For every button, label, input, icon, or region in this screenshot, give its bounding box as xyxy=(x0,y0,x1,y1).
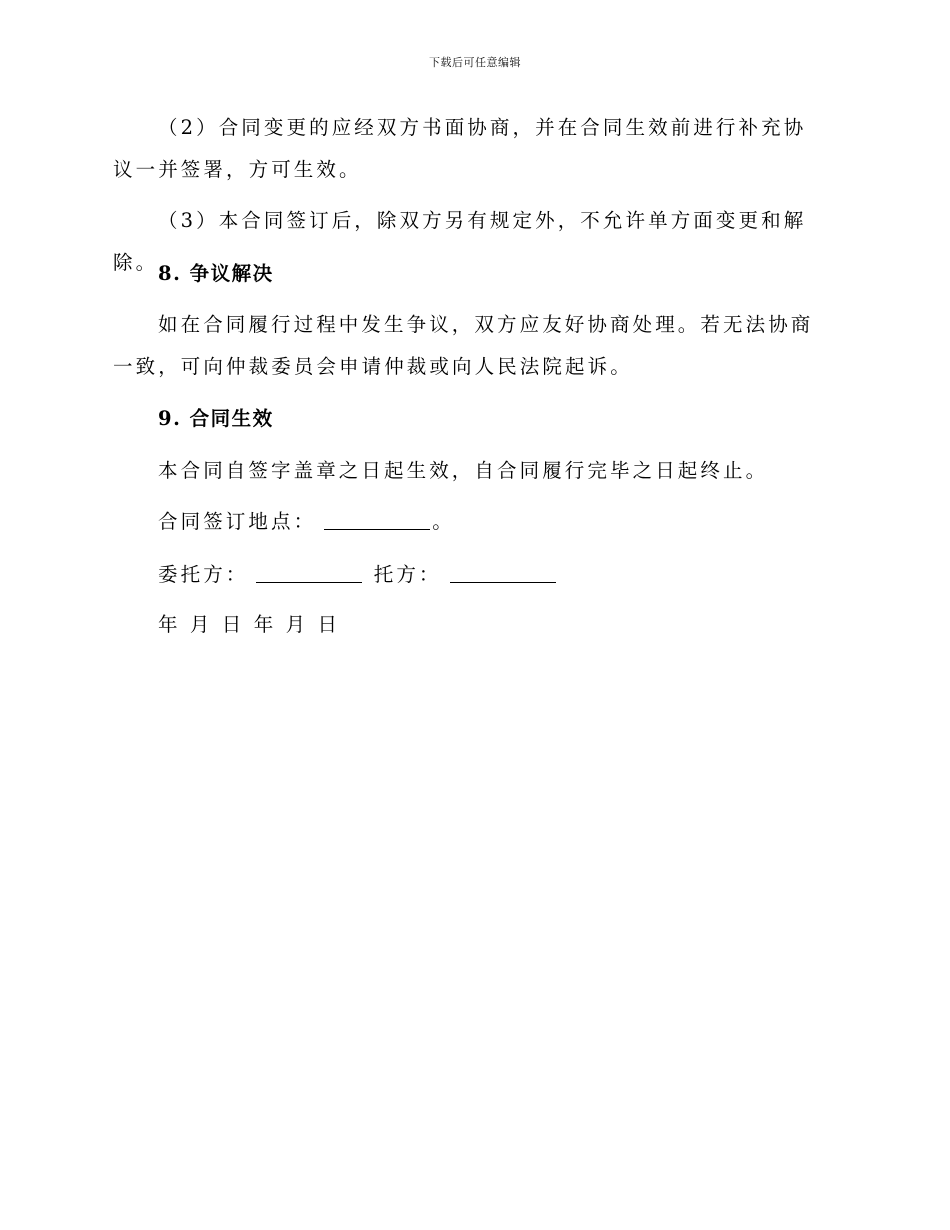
section-8-text xyxy=(113,304,825,388)
client-blank xyxy=(256,564,362,583)
parties-line xyxy=(113,554,825,596)
signing-place-blank xyxy=(324,511,430,530)
section-8-body: 如在合同履行过程中发生争议，双方应友好协商处理。若无法协商一致，可向仲裁委员会申请仲裁或向人民法院起诉。 xyxy=(113,313,814,378)
signing-place-label: 合同签订地点： xyxy=(158,510,317,533)
clause-7-3: （3）本合同签订后，除双方另有规定外，不允许单方面变更和解除。 xyxy=(113,209,807,274)
date-line: 年 月 日 年 月 日 xyxy=(158,613,341,636)
client-label: 委托方： xyxy=(158,563,249,586)
contract-body xyxy=(113,107,825,191)
section-8 xyxy=(113,253,825,295)
agent-blank xyxy=(450,564,556,583)
agent-label: 托方： xyxy=(373,563,442,586)
signing-place xyxy=(113,501,825,543)
clause-7-2: （2）合同变更的应经双方书面协商，并在合同生效前进行补充协议一并签署，方可生效。 xyxy=(113,116,807,181)
parties xyxy=(113,554,825,596)
section-8-heading: 8. 争议解决 xyxy=(158,262,274,285)
signing-place-end: 。 xyxy=(432,510,455,533)
section-9-heading: 9. 合同生效 xyxy=(158,407,274,430)
dates xyxy=(113,604,825,646)
header-note: 下载后可任意编辑 xyxy=(429,56,521,69)
signing-place-line xyxy=(113,501,825,543)
section-9-text xyxy=(113,450,825,492)
section-9 xyxy=(113,398,825,440)
section-9-body: 本合同自签字盖章之日起生效，自合同履行完毕之日起终止。 xyxy=(158,459,769,482)
